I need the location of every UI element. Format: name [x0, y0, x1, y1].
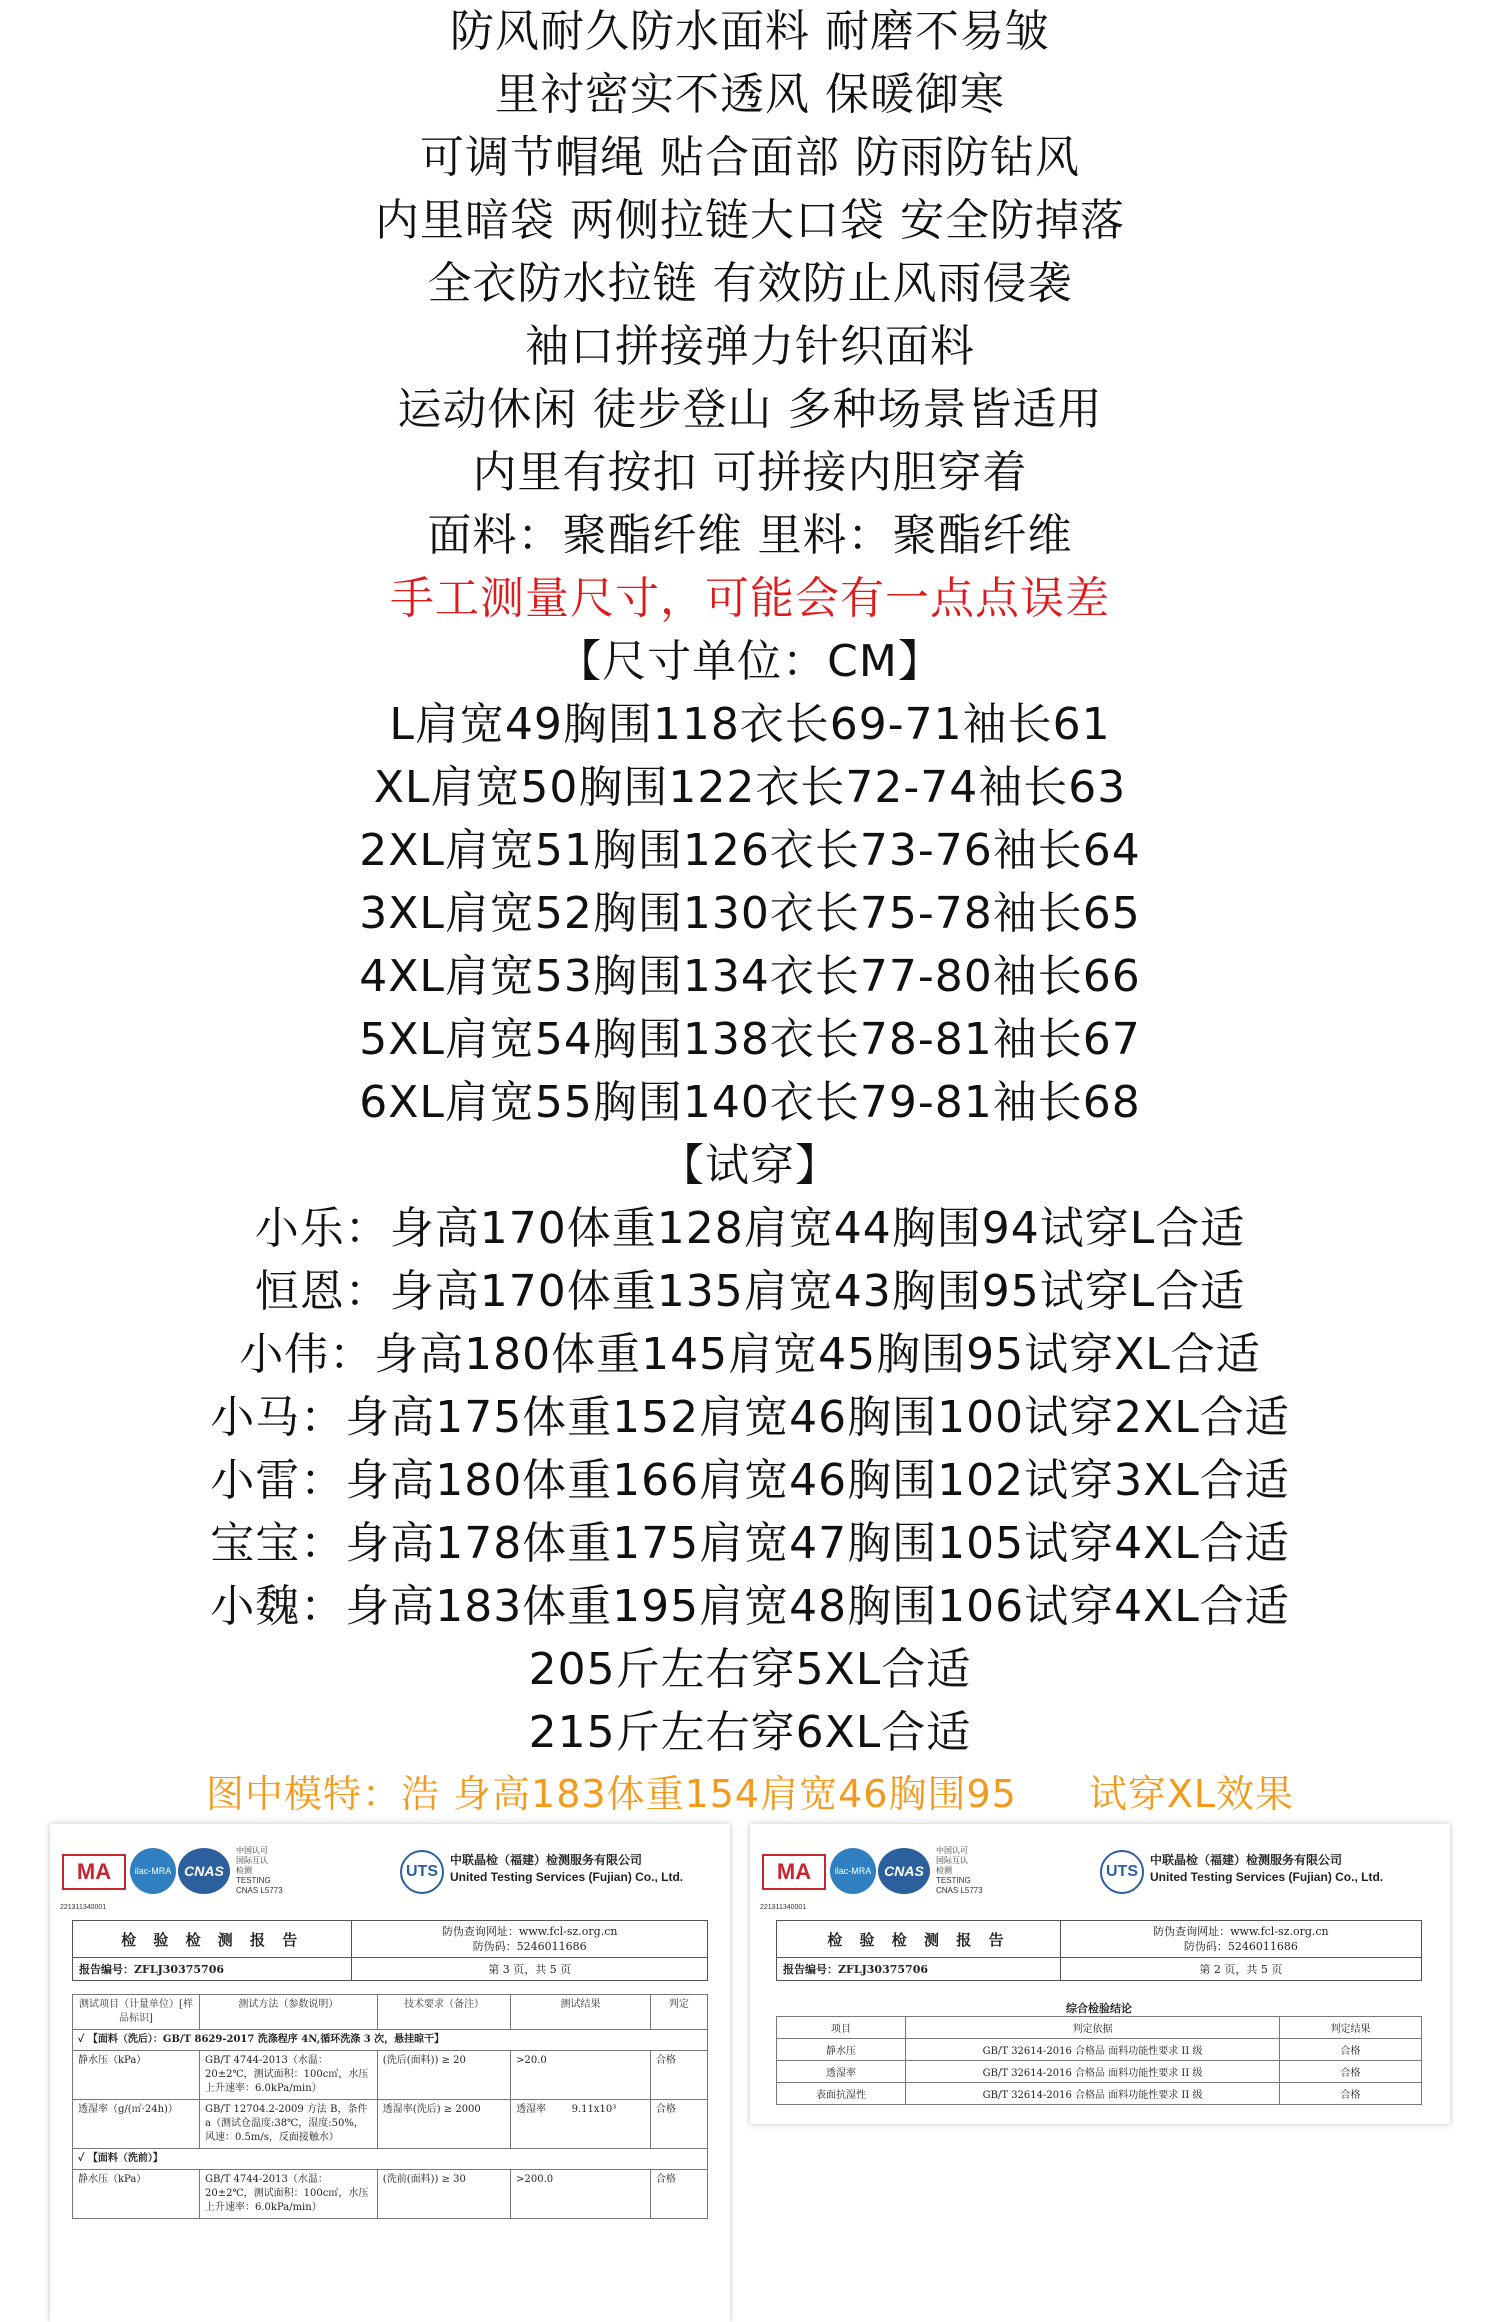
- report-number: 报告编号：ZFLJ30375706: [73, 1958, 352, 1981]
- summary-table: [776, 2016, 1422, 2105]
- cnas-accreditation-text: 中国认可 国际互认 检测 TESTING CNAS L5773: [936, 1846, 983, 1895]
- verify-info: 防伪查询网址：www.fcl-sz.org.cn 防伪码：5246011686: [1060, 1921, 1421, 1958]
- report-header: [750, 1824, 1450, 1924]
- cnas-logo-icon: CNAS: [878, 1848, 930, 1894]
- size-unit-header: 【尺寸单位：CM】: [557, 636, 943, 687]
- page-indicator: 第 3 页，共 5 页: [352, 1958, 708, 1981]
- report-number: 报告编号：ZFLJ30375706: [777, 1958, 1061, 1981]
- feature-line: 内里有按扣 可拼接内胆穿着: [472, 447, 1028, 498]
- report-info-table: [776, 1920, 1422, 1981]
- size-row: 5XL肩宽54胸围138衣长78-81袖长67: [359, 1014, 1141, 1065]
- table-row: 透湿率（g/(㎡·24h)） GB/T 12704.2-2009 方法 B，条件 a（测试仓温度:38℃，湿度:50%，风速：0.5m/s，反面接触水） 透湿率(洗后) ≥ 2000 透湿率 9.11x10³ 合格: [73, 2100, 708, 2149]
- company-name: 中联晶检（福建）检测服务有限公司 United Testing Services (Fujian) Co., Ltd.: [450, 1853, 684, 1884]
- feature-line: 里衬密实不透风 保暖御寒: [495, 69, 1005, 120]
- table-row: 透湿率 GB/T 32614-2016 合格品 面料功能性要求 II 级 合格: [777, 2061, 1422, 2083]
- column-header: 测试项目（计量单位）[样品标识]: [73, 1995, 200, 2030]
- section-label: ✓ 【面料（洗后）：GB/T 8629-2017 洗涤程序 4N,循环洗涤 3 次，悬挂晾干】: [73, 2030, 708, 2051]
- ma-logo-icon: MA 221311340001: [762, 1854, 826, 1890]
- feature-line: 可调节帽绳 贴合面部 防雨防钻风: [420, 132, 1080, 183]
- feature-line: 内里暗袋 两侧拉链大口袋 安全防掉落: [375, 195, 1125, 246]
- report-title: 检 验 检 测 报 告: [73, 1921, 352, 1958]
- tryon-row: 小雷：身高180体重166肩宽46胸围102试穿3XL合适: [210, 1455, 1290, 1506]
- size-row: 6XL肩宽55胸围140衣长79-81袖长68: [359, 1077, 1141, 1128]
- test-report-page-2: [750, 1824, 1450, 2124]
- column-header: 技术要求（备注）: [377, 1995, 510, 2030]
- test-results-table: [72, 1994, 708, 2219]
- section-label: ✓ 【面料（洗前）】: [73, 2149, 708, 2170]
- size-row: 2XL肩宽51胸围126衣长73-76袖长64: [359, 825, 1141, 876]
- report-title: 检 验 检 测 报 告: [777, 1921, 1061, 1958]
- summary-title: 综合检验结论: [1066, 2002, 1132, 2015]
- tryon-row: 宝宝：身高178体重175肩宽47胸围105试穿4XL合适: [210, 1518, 1290, 1569]
- tryon-row: 小乐：身高170体重128肩宽44胸围94试穿L合适: [254, 1203, 1246, 1254]
- uts-logo-icon: UTS: [1100, 1850, 1144, 1894]
- feature-line: 袖口拼接弹力针织面料: [525, 321, 975, 372]
- ma-logo-icon: MA 221311340001: [62, 1854, 126, 1890]
- size-row: 4XL肩宽53胸围134衣长77-80袖长66: [359, 951, 1141, 1002]
- tryon-row: 205斤左右穿5XL合适: [528, 1644, 972, 1695]
- verify-info: 防伪查询网址：www.fcl-sz.org.cn 防伪码：5246011686: [352, 1921, 708, 1958]
- cnas-accreditation-text: 中国认可 国际互认 检测 TESTING CNAS L5773: [236, 1846, 283, 1895]
- ilac-logo-icon: ilac-MRA: [130, 1848, 176, 1894]
- table-row: 表面抗湿性 GB/T 32614-2016 合格品 面料功能性要求 II 级 合格: [777, 2083, 1422, 2105]
- uts-logo-icon: UTS: [400, 1850, 444, 1894]
- report-header: [50, 1824, 730, 1924]
- tryon-row: 小魏：身高183体重195肩宽48胸围106试穿4XL合适: [210, 1581, 1290, 1632]
- column-header: 判定依据: [906, 2017, 1280, 2039]
- ilac-logo-icon: ilac-MRA: [830, 1848, 876, 1894]
- size-row: XL肩宽50胸围122衣长72-74袖长63: [373, 762, 1127, 813]
- column-header: 判定结果: [1280, 2017, 1422, 2039]
- measurement-notice: 手工测量尺寸，可能会有一点点误差: [390, 573, 1110, 624]
- model-note: [0, 1764, 1500, 1824]
- tryon-row: 小马：身高175体重152肩宽46胸围100试穿2XL合适: [210, 1392, 1290, 1443]
- material-line: 面料：聚酯纤维 里料：聚酯纤维: [427, 510, 1073, 561]
- table-row: 静水压 GB/T 32614-2016 合格品 面料功能性要求 II 级 合格: [777, 2039, 1422, 2061]
- tryon-row: 恒恩：身高170体重135肩宽43胸围95试穿L合适: [254, 1266, 1246, 1317]
- size-row: 3XL肩宽52胸围130衣长75-78袖长65: [359, 888, 1141, 939]
- cnas-logo-icon: CNAS: [178, 1848, 230, 1894]
- tryon-row: 215斤左右穿6XL合适: [528, 1707, 972, 1758]
- feature-line: 防风耐久防水面料 耐磨不易皱: [450, 6, 1050, 57]
- tryon-row: 小伟：身高180体重145肩宽45胸围95试穿XL合适: [239, 1329, 1261, 1380]
- column-header: 测试方法（参数说明）: [200, 1995, 378, 2030]
- feature-line: 全衣防水拉链 有效防止风雨侵袭: [427, 258, 1073, 309]
- report-info-table: [72, 1920, 708, 1981]
- model-note-right: 试穿XL效果: [1088, 1772, 1295, 1816]
- test-report-page-3: [50, 1824, 730, 2322]
- tryon-header: 【试穿】: [660, 1140, 840, 1191]
- column-header: 测试结果: [511, 1995, 651, 2030]
- feature-line: 运动休闲 徒步登山 多种场景皆适用: [397, 384, 1103, 435]
- column-header: 判定: [650, 1995, 707, 2030]
- table-row: 静水压（kPa） GB/T 4744-2013（水温：20±2℃，测试面积：100c㎡，水压上升速率：6.0kPa/min） (洗前(面料)) ≥ 30 >200.0 合格: [73, 2170, 708, 2219]
- company-name: 中联晶检（福建）检测服务有限公司 United Testing Services (Fujian) Co., Ltd.: [1150, 1853, 1384, 1884]
- column-header: 项目: [777, 2017, 906, 2039]
- page-indicator: 第 2 页，共 5 页: [1060, 1958, 1421, 1981]
- table-row: 静水压（kPa） GB/T 4744-2013（水温：20±2℃，测试面积：100c㎡，水压上升速率：6.0kPa/min） (洗后(面料)) ≥ 20 >20.0 合格: [73, 2051, 708, 2100]
- model-note-left: 图中模特：浩 身高183体重154肩宽46胸围95: [205, 1772, 1017, 1816]
- size-row: L肩宽49胸围118衣长69-71袖长61: [389, 699, 1111, 750]
